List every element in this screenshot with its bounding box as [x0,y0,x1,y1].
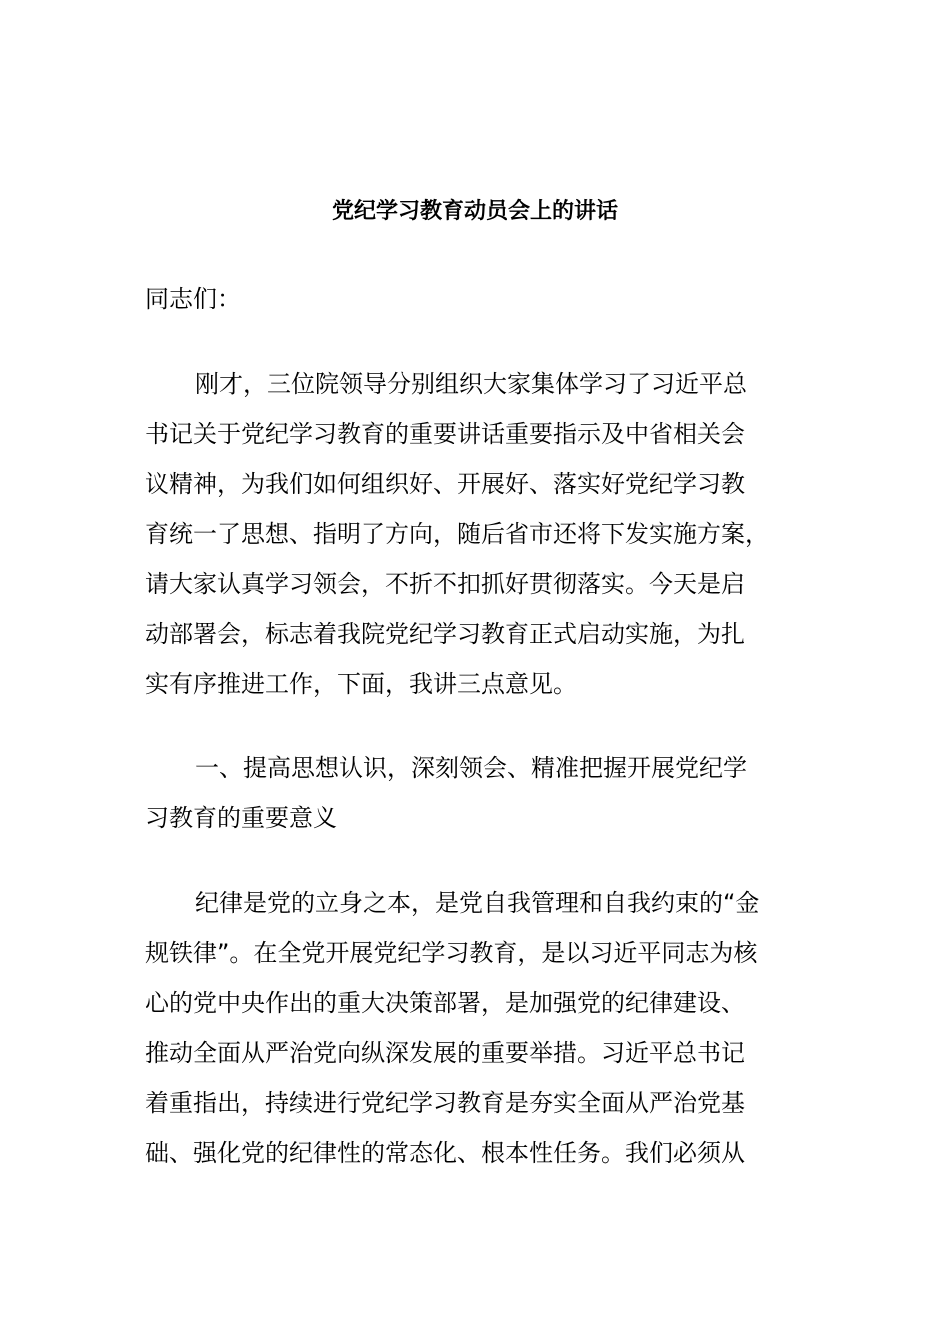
paragraph-line: 实有序推进工作，下面，我讲三点意见。 [145,670,577,698]
paragraph-line: 纪律是党的立身之本，是党自我管理和自我约束的“金 [195,889,760,917]
paragraph-line: 刚才，三位院领导分别组织大家集体学习了习近平总 [195,370,747,398]
heading-line: 一、提高思想认识，深刻领会、精准把握开展党纪学 [195,754,747,782]
paragraph-line: 础、强化党的纪律性的常态化、根本性任务。我们必须从 [145,1139,745,1167]
paragraph-line: 着重指出，持续进行党纪学习教育是夯实全面从严治党基 [145,1089,745,1117]
paragraph-line: 书记关于党纪学习教育的重要讲话重要指示及中省相关会 [145,420,745,448]
paragraph-line: 请大家认真学习领会，不折不扣抓好贯彻落实。今天是启 [145,570,745,598]
section-heading-1 [145,743,815,843]
salutation: 同志们： [145,285,241,313]
paragraph-line: 议精神，为我们如何组织好、开展好、落实好党纪学习教 [145,470,745,498]
paragraph-line: 动部署会，标志着我院党纪学习教育正式启动实施，为扎 [145,620,745,648]
paragraph-1 [145,359,815,709]
paragraph-line: 心的党中央作出的重大决策部署，是加强党的纪律建设、 [145,989,745,1017]
salutation-block [145,274,815,324]
heading-line: 习教育的重要意义 [145,804,337,832]
document-title: 党纪学习教育动员会上的讲话 [331,199,618,224]
paragraph-2 [145,878,815,1178]
paragraph-line: 规铁律”。在全党开展党纪学习教育，是以习近平同志为核 [145,939,758,967]
paragraph-line: 育统一了思想、指明了方向，随后省市还将下发实施方案， [145,520,769,548]
paragraph-line: 推动全面从严治党向纵深发展的重要举措。习近平总书记 [145,1039,745,1067]
